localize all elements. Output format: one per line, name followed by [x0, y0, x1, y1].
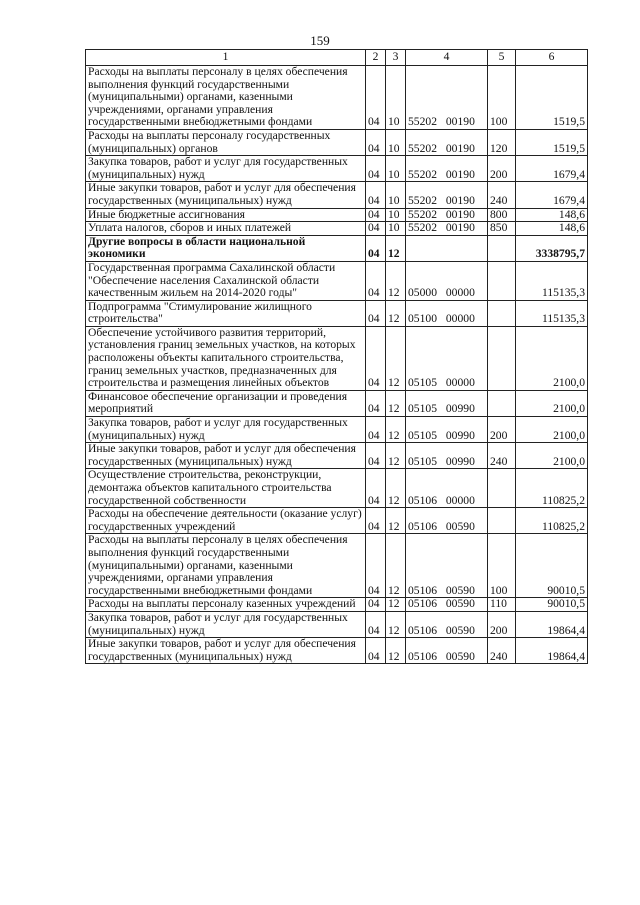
expense-type-cell: [488, 326, 516, 390]
target-article-cell: 05106 00590: [406, 534, 488, 598]
subsection-code-cell: 12: [386, 326, 406, 390]
subsection-code-cell: 12: [386, 534, 406, 598]
expense-name-cell: Осуществление строительства, реконструкции, демонтажа объектов капитального строительства государственной собственности: [86, 469, 366, 508]
expense-type-cell: [488, 469, 516, 508]
table-row: [86, 611, 588, 637]
subsection-code-cell: 10: [386, 66, 406, 130]
amount-cell: 115135,3: [516, 300, 588, 326]
expense-type-cell: [488, 261, 516, 300]
amount-cell: 2100,0: [516, 443, 588, 469]
subsection-code-cell: 10: [386, 222, 406, 236]
section-code-cell: 04: [366, 300, 386, 326]
section-code-cell: 04: [366, 469, 386, 508]
amount-cell: 148,6: [516, 222, 588, 236]
table-row: [86, 66, 588, 130]
target-article-cell: 05000 00000: [406, 261, 488, 300]
target-article-cell: 05105 00990: [406, 443, 488, 469]
expense-type-cell: [488, 508, 516, 534]
expense-name-cell: Расходы на обеспечение деятельности (оказание услуг) государственных учреждений: [86, 508, 366, 534]
target-article-cell: 05105 00990: [406, 417, 488, 443]
subsection-code-cell: 12: [386, 417, 406, 443]
table-row: [86, 222, 588, 236]
section-code-cell: 04: [366, 611, 386, 637]
subsection-code-cell: 12: [386, 638, 406, 664]
section-code-cell: 04: [366, 222, 386, 236]
expense-type-cell: [488, 300, 516, 326]
table-row: [86, 182, 588, 208]
expense-type-cell: 200: [488, 156, 516, 182]
section-code-cell: 04: [366, 261, 386, 300]
expense-type-cell: 800: [488, 208, 516, 222]
section-code-cell: 04: [366, 66, 386, 130]
expense-type-cell: 200: [488, 611, 516, 637]
subsection-code-cell: 12: [386, 598, 406, 612]
table-row: [86, 390, 588, 416]
target-article-cell: 05106 00590: [406, 638, 488, 664]
expense-type-cell: 850: [488, 222, 516, 236]
target-article-cell: 55202 00190: [406, 208, 488, 222]
target-article-cell: 05100 00000: [406, 300, 488, 326]
subsection-code-cell: 10: [386, 156, 406, 182]
subsection-code-cell: 12: [386, 235, 406, 261]
expense-type-cell: 200: [488, 417, 516, 443]
table-row: [86, 443, 588, 469]
table-row: [86, 261, 588, 300]
subsection-code-cell: 12: [386, 300, 406, 326]
section-code-cell: 04: [366, 534, 386, 598]
expense-name-cell: Иные закупки товаров, работ и услуг для обеспечения государственных (муниципальных) нужд: [86, 182, 366, 208]
table-row: [86, 469, 588, 508]
expense-name-cell: Финансовое обеспечение организации и проведения мероприятий: [86, 390, 366, 416]
table-row: [86, 300, 588, 326]
target-article-cell: 05105 00000: [406, 326, 488, 390]
section-code-cell: 04: [366, 598, 386, 612]
section-code-cell: 04: [366, 638, 386, 664]
amount-cell: 90010,5: [516, 534, 588, 598]
target-article-cell: 05105 00990: [406, 390, 488, 416]
expense-name-cell: Закупка товаров, работ и услуг для государственных (муниципальных) нужд: [86, 611, 366, 637]
amount-cell: 19864,4: [516, 611, 588, 637]
amount-cell: 1679,4: [516, 156, 588, 182]
expense-name-cell: Иные бюджетные ассигнования: [86, 208, 366, 222]
table-row: [86, 208, 588, 222]
header-row: [86, 50, 588, 66]
amount-cell: 110825,2: [516, 508, 588, 534]
expense-type-cell: 100: [488, 66, 516, 130]
target-article-cell: 55202 00190: [406, 182, 488, 208]
expense-type-cell: 240: [488, 443, 516, 469]
section-code-cell: 04: [366, 390, 386, 416]
target-article-cell: 05106 00590: [406, 611, 488, 637]
expense-type-cell: 120: [488, 129, 516, 155]
expense-name-cell: Закупка товаров, работ и услуг для государственных (муниципальных) нужд: [86, 156, 366, 182]
expense-name-cell: Иные закупки товаров, работ и услуг для обеспечения государственных (муниципальных) нужд: [86, 638, 366, 664]
expense-name-cell: Уплата налогов, сборов и иных платежей: [86, 222, 366, 236]
amount-cell: 115135,3: [516, 261, 588, 300]
budget-table: [85, 49, 588, 664]
expense-name-cell: Расходы на выплаты персоналу в целях обеспечения выполнения функций государственными (муниципальными) органами, казенными учреждениями, органами управления государственными внебюджетными фондами: [86, 66, 366, 130]
section-code-cell: 04: [366, 326, 386, 390]
section-code-cell: 04: [366, 208, 386, 222]
target-article-cell: 55202 00190: [406, 129, 488, 155]
section-code-cell: 04: [366, 417, 386, 443]
subsection-code-cell: 12: [386, 443, 406, 469]
header-cell: 1: [86, 50, 366, 66]
subsection-code-cell: 12: [386, 508, 406, 534]
target-article-cell: 55202 00190: [406, 156, 488, 182]
table-row: [86, 156, 588, 182]
expense-name-cell: Государственная программа Сахалинской области "Обеспечение населения Сахалинской области качественным жильем на 2014-2020 годы": [86, 261, 366, 300]
target-article-cell: 05106 00000: [406, 469, 488, 508]
subsection-code-cell: 10: [386, 129, 406, 155]
table-row: [86, 417, 588, 443]
section-code-cell: 04: [366, 129, 386, 155]
expense-type-cell: [488, 390, 516, 416]
amount-cell: 148,6: [516, 208, 588, 222]
target-article-cell: 55202 00190: [406, 66, 488, 130]
expense-name-cell: Расходы на выплаты персоналу казенных учреждений: [86, 598, 366, 612]
expense-type-cell: 100: [488, 534, 516, 598]
table-row: [86, 129, 588, 155]
subsection-code-cell: 12: [386, 390, 406, 416]
amount-cell: 90010,5: [516, 598, 588, 612]
subsection-code-cell: 12: [386, 469, 406, 508]
amount-cell: 2100,0: [516, 326, 588, 390]
subsection-code-cell: 12: [386, 261, 406, 300]
section-code-cell: 04: [366, 443, 386, 469]
subsection-code-cell: 10: [386, 208, 406, 222]
table-row: [86, 326, 588, 390]
table-row: [86, 508, 588, 534]
target-article-cell: 55202 00190: [406, 222, 488, 236]
amount-cell: 110825,2: [516, 469, 588, 508]
target-article-cell: 05106 00590: [406, 508, 488, 534]
expense-name-cell: Подпрограмма "Стимулирование жилищного строительства": [86, 300, 366, 326]
target-article-cell: 05106 00590: [406, 598, 488, 612]
header-cell: 4: [406, 50, 488, 66]
section-code-cell: 04: [366, 182, 386, 208]
header-cell: 2: [366, 50, 386, 66]
amount-cell: 3338795,7: [516, 235, 588, 261]
amount-cell: 2100,0: [516, 390, 588, 416]
amount-cell: 2100,0: [516, 417, 588, 443]
expense-name-cell: Закупка товаров, работ и услуг для государственных (муниципальных) нужд: [86, 417, 366, 443]
amount-cell: 1679,4: [516, 182, 588, 208]
amount-cell: 1519,5: [516, 66, 588, 130]
subsection-code-cell: 12: [386, 611, 406, 637]
header-cell: 5: [488, 50, 516, 66]
section-code-cell: 04: [366, 156, 386, 182]
section-code-cell: 04: [366, 508, 386, 534]
table-body: [86, 66, 588, 664]
expense-name-cell: Расходы на выплаты персоналу государственных (муниципальных) органов: [86, 129, 366, 155]
amount-cell: 19864,4: [516, 638, 588, 664]
table-row: [86, 235, 588, 261]
expense-name-cell: Расходы на выплаты персоналу в целях обеспечения выполнения функций государственными (муниципальными) органами, казенными учреждениями, органами управления государственными внебюджетными фондами: [86, 534, 366, 598]
section-code-cell: 04: [366, 235, 386, 261]
table-row: [86, 534, 588, 598]
expense-type-cell: 110: [488, 598, 516, 612]
header-cell: 6: [516, 50, 588, 66]
expense-type-cell: 240: [488, 638, 516, 664]
expense-name-cell: Иные закупки товаров, работ и услуг для обеспечения государственных (муниципальных) нужд: [86, 443, 366, 469]
table-row: [86, 598, 588, 612]
target-article-cell: [406, 235, 488, 261]
expense-type-cell: [488, 235, 516, 261]
expense-name-cell: Другие вопросы в области национальной экономики: [86, 235, 366, 261]
page-number: 159: [310, 33, 330, 48]
expense-type-cell: 240: [488, 182, 516, 208]
table-row: [86, 638, 588, 664]
subsection-code-cell: 10: [386, 182, 406, 208]
expense-name-cell: Обеспечение устойчивого развития территорий, установления границ земельных участков, на которых расположены объекты капитального строительства, границ земельных участков, предназначенных для строительства и размещения линейных объектов: [86, 326, 366, 390]
header-cell: 3: [386, 50, 406, 66]
amount-cell: 1519,5: [516, 129, 588, 155]
